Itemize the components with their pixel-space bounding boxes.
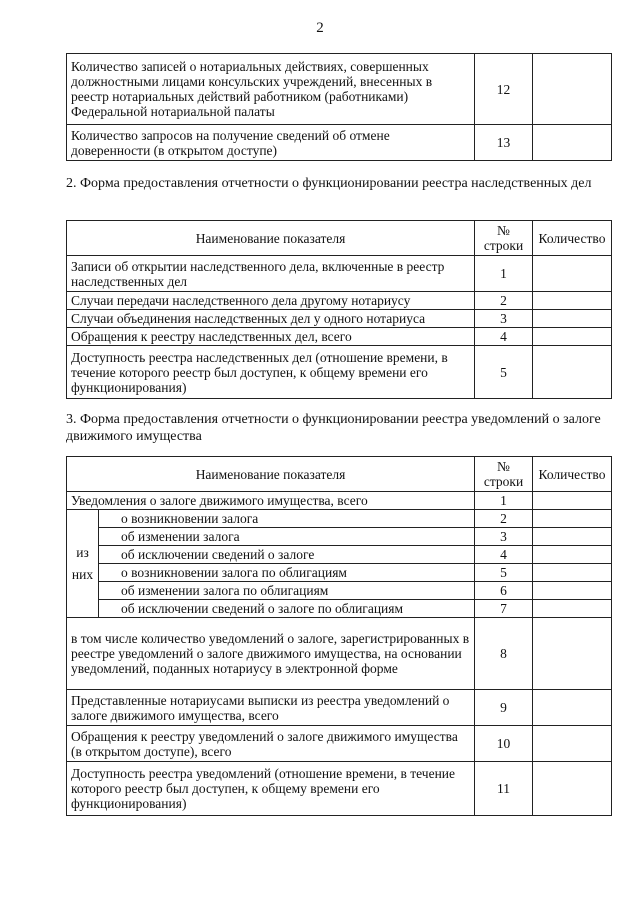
table-row [67, 256, 612, 292]
table-row [67, 528, 612, 546]
row-name: Количество записей о нотариальных действиях, совершенных должностными лицами консульских учреждений, внесенных в реестр нотариальных действий работником (работниками) Федеральной нотариальной палаты [67, 54, 475, 125]
page-number: 2 [316, 20, 324, 36]
table-row [67, 690, 612, 726]
table-row [67, 762, 612, 816]
row-quantity [533, 256, 612, 292]
row-quantity [533, 528, 612, 546]
row-quantity [533, 292, 612, 310]
row-name: Доступность реестра наследственных дел (отношение времени, в течение которого реестр был доступен, к общему времени его функционирования) [67, 346, 475, 399]
header-number: № строки [475, 457, 533, 492]
row-number: 2 [475, 292, 533, 310]
row-number: 7 [475, 600, 533, 618]
row-number: 12 [475, 54, 533, 125]
row-number: 4 [475, 546, 533, 564]
inheritance-registry-table [66, 220, 612, 399]
table-row [67, 510, 612, 528]
table-row [67, 492, 612, 510]
row-quantity [533, 510, 612, 528]
header-quantity: Количество [533, 457, 612, 492]
row-number: 2 [475, 510, 533, 528]
table-row [67, 292, 612, 310]
row-name: об изменении залога [99, 528, 475, 546]
row-number: 1 [475, 256, 533, 292]
row-name: Уведомления о залоге движимого имущества, всего [67, 492, 475, 510]
table-row [67, 726, 612, 762]
movable-property-pledge-table [66, 456, 612, 816]
row-quantity [533, 328, 612, 346]
row-quantity [533, 310, 612, 328]
table-row [67, 125, 612, 161]
row-quantity [533, 690, 612, 726]
row-name: об исключении сведений о залоге по облигациям [99, 600, 475, 618]
row-name: Случаи объединения наследственных дел у одного нотариуса [67, 310, 475, 328]
row-quantity [533, 546, 612, 564]
table-header [67, 457, 612, 492]
row-number: 10 [475, 726, 533, 762]
row-number: 11 [475, 762, 533, 816]
table-row [67, 54, 612, 125]
row-number: 1 [475, 492, 533, 510]
table-row [67, 600, 612, 618]
row-name: Обращения к реестру наследственных дел, всего [67, 328, 475, 346]
row-name: Случаи передачи наследственного дела другому нотариусу [67, 292, 475, 310]
header-name: Наименование показателя [67, 221, 475, 256]
row-number: 5 [475, 564, 533, 582]
row-quantity [533, 762, 612, 816]
table-header [67, 221, 612, 256]
row-quantity [533, 492, 612, 510]
row-quantity [533, 54, 612, 125]
table-row [67, 582, 612, 600]
row-number: 3 [475, 310, 533, 328]
row-name: об исключении сведений о залоге [99, 546, 475, 564]
row-quantity [533, 564, 612, 582]
row-number: 9 [475, 690, 533, 726]
table-row [67, 310, 612, 328]
row-quantity [533, 600, 612, 618]
row-number: 13 [475, 125, 533, 161]
row-name: в том числе количество уведомлений о залоге, зарегистрированных в реестре уведомлений о залоге движимого имущества, на основании уведомлений, поданных нотариусу в электронной форме [67, 618, 475, 690]
row-quantity [533, 125, 612, 161]
table-row [67, 328, 612, 346]
row-quantity [533, 618, 612, 690]
table-continuation [66, 53, 612, 161]
row-quantity [533, 582, 612, 600]
header-number: № строки [475, 221, 533, 256]
table-row [67, 564, 612, 582]
row-number: 8 [475, 618, 533, 690]
row-quantity [533, 346, 612, 399]
row-number: 6 [475, 582, 533, 600]
row-number: 5 [475, 346, 533, 399]
row-number: 3 [475, 528, 533, 546]
section-3-title: 3. Форма предоставления отчетности о функционировании реестра уведомлений о залоге движимого имущества [66, 412, 601, 444]
table-row [67, 346, 612, 399]
row-name: Доступность реестра уведомлений (отношение времени, в течение которого реестр был доступен, к общему времени его функционирования) [67, 762, 475, 816]
row-number: 4 [475, 328, 533, 346]
table-row [67, 546, 612, 564]
row-name: об изменении залога по облигациям [99, 582, 475, 600]
of-them-label: из них [67, 510, 99, 618]
row-name: о возникновении залога [99, 510, 475, 528]
row-name: Количество запросов на получение сведений об отмене доверенности (в открытом доступе) [67, 125, 475, 161]
table-row [67, 618, 612, 690]
row-quantity [533, 726, 612, 762]
row-name: Записи об открытии наследственного дела, включенные в реестр наследственных дел [67, 256, 475, 292]
row-name: Обращения к реестру уведомлений о залоге движимого имущества (в открытом доступе), всего [67, 726, 475, 762]
row-name: о возникновении залога по облигациям [99, 564, 475, 582]
header-name: Наименование показателя [67, 457, 475, 492]
row-name: Представленные нотариусами выписки из реестра уведомлений о залоге движимого имущества, всего [67, 690, 475, 726]
header-quantity: Количество [533, 221, 612, 256]
section-2-title: 2. Форма предоставления отчетности о функционировании реестра наследственных дел [66, 176, 592, 191]
